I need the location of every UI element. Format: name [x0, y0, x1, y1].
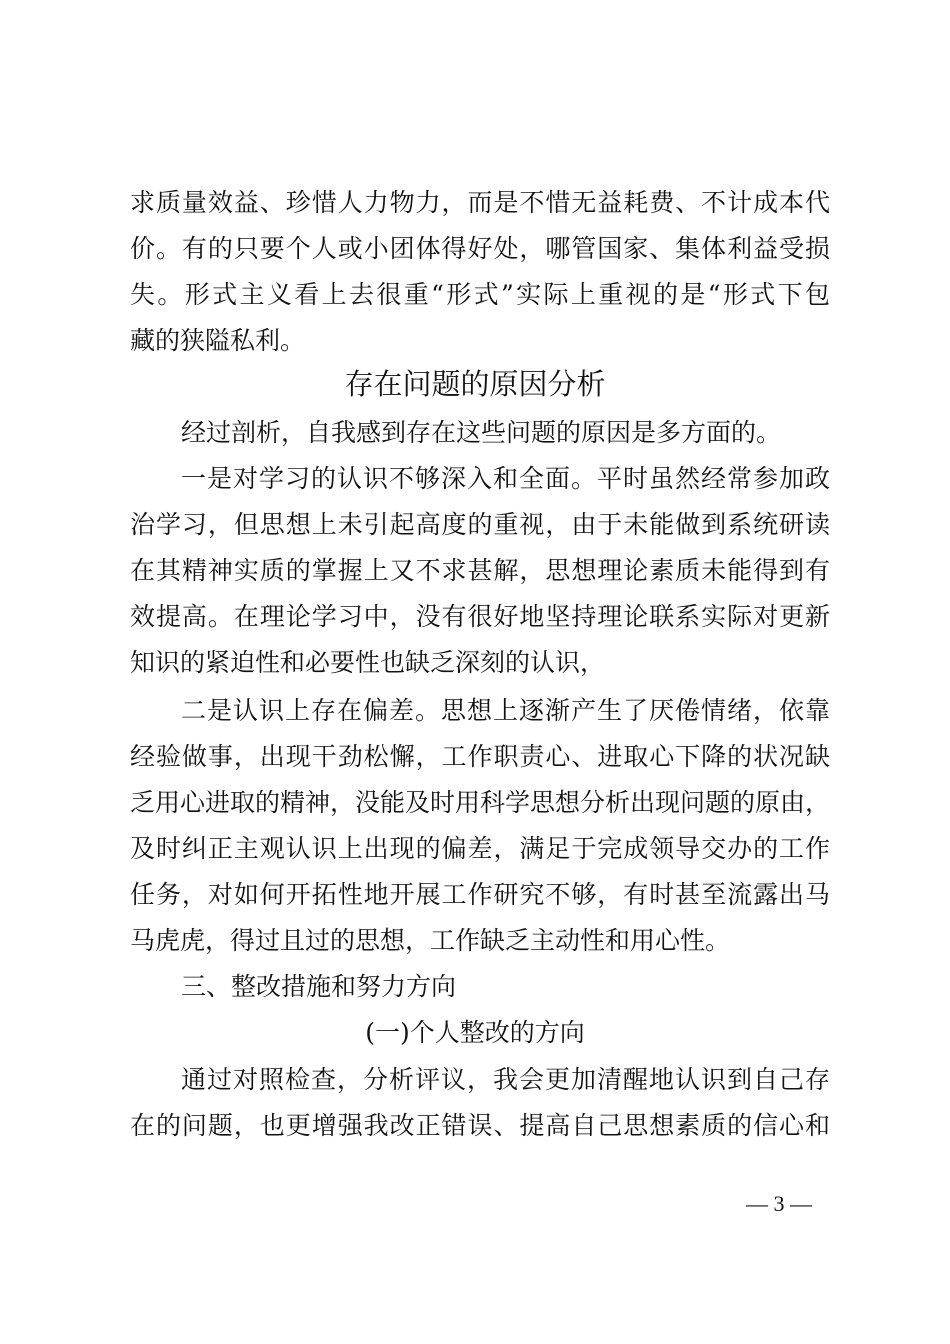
heading-section-three: 三、整改措施和努力方向: [181, 972, 457, 1001]
paragraph-three-line-2: 在的问题，也更增强我改正错误、提高自己思想素质的信心和: [130, 1111, 830, 1140]
paragraph-one-line-3: 在其精神实质的掌握上又不求甚解，思想理论素质未能得到有: [130, 556, 830, 585]
continuation-line-4: 藏的狭隘私利。: [130, 326, 306, 355]
paragraph-one-line-1: 一是对学习的认识不够深入和全面。平时虽然经常参加政: [181, 464, 830, 493]
continuation-line-3: 失。形式主义看上去很重“形式”实际上重视的是“形式下包: [130, 280, 830, 309]
paragraph-two-line-6: 马虎虎，得过且过的思想，工作缺乏主动性和用心性。: [130, 926, 731, 955]
paragraph-two-line-2: 经验做事，出现干劲松懈，工作职责心、进取心下降的状况缺: [130, 742, 830, 771]
intro-line-1: 经过剖析，自我感到存在这些问题的原因是多方面的。: [181, 418, 782, 447]
heading-causes-analysis: 存在问题的原因分析: [344, 367, 606, 401]
paragraph-two-line-4: 及时纠正主观认识上出现的偏差，满足于完成领导交办的工作: [130, 834, 830, 863]
paragraph-one-line-2: 治学习，但思想上未引起高度的重视，由于未能做到系统研读: [130, 510, 830, 539]
paragraph-three-line-1: 通过对照检查，分析评议，我会更加清醒地认识到自己存: [181, 1065, 830, 1094]
continuation-line-1: 求质量效益、珍惜人力物力，而是不惜无益耗费、不计成本代: [130, 188, 830, 217]
paragraph-one-line-5: 知识的紧迫性和必要性也缺乏深刻的认识，: [130, 648, 606, 677]
heading-personal-rectification: (一)个人整改的方向: [365, 1018, 585, 1047]
paragraph-two-line-3: 乏用心进取的精神，没能及时用科学思想分析出现问题的原由，: [130, 788, 831, 817]
paragraph-two-line-1: 二是认识上存在偏差。思想上逐渐产生了厌倦情绪，依靠: [181, 696, 830, 725]
paragraph-two-line-5: 任务，对如何开拓性地开展工作研究不够，有时甚至流露出马: [130, 880, 830, 909]
continuation-line-2: 价。有的只要个人或小团体得好处，哪管国家、集体利益受损: [130, 234, 830, 263]
page-number: — 3 —: [746, 1191, 812, 1216]
paragraph-one-line-4: 效提高。在理论学习中，没有很好地坚持理论联系实际对更新: [130, 602, 830, 631]
